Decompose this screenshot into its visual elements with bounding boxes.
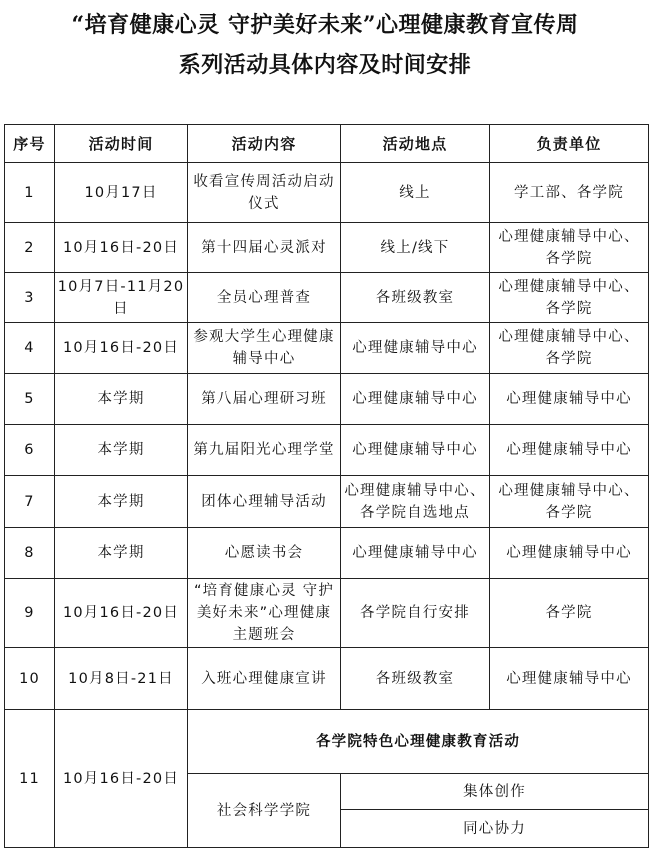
cell-location: 心理健康辅导中心 — [341, 425, 490, 476]
header-location: 活动地点 — [341, 125, 490, 163]
document-title-line-1: “培育健康心灵 守护美好未来”心理健康教育宣传周 — [71, 12, 579, 38]
table-row — [5, 223, 649, 273]
cell-number: 8 — [5, 528, 55, 579]
table-row — [5, 323, 649, 374]
cell-activity: 同心协力 — [341, 810, 649, 848]
cell-location: 各班级教室 — [341, 648, 490, 710]
header-content: 活动内容 — [188, 125, 341, 163]
cell-unit: 心理健康辅导中心、各学院 — [490, 476, 649, 528]
cell-college: 社会科学学院 — [188, 774, 341, 848]
cell-location: 心理健康辅导中心 — [341, 528, 490, 579]
cell-number: 4 — [5, 323, 55, 374]
cell-unit: 心理健康辅导中心、各学院 — [490, 223, 649, 273]
cell-time: 本学期 — [55, 476, 188, 528]
cell-time: 10月7日-11月20日 — [55, 273, 188, 323]
cell-content: 第十四届心灵派对 — [188, 223, 341, 273]
cell-unit: 心理健康辅导中心 — [490, 374, 649, 425]
cell-unit: 心理健康辅导中心 — [490, 648, 649, 710]
table-row — [5, 648, 649, 710]
cell-number: 1 — [5, 163, 55, 223]
schedule-table — [4, 124, 649, 848]
table-row — [5, 425, 649, 476]
cell-content: 入班心理健康宣讲 — [188, 648, 341, 710]
table-row — [5, 476, 649, 528]
cell-content: 收看宣传周活动启动仪式 — [188, 163, 341, 223]
cell-activity: 集体创作 — [341, 774, 649, 810]
table-row — [5, 579, 649, 648]
cell-content: 团体心理辅导活动 — [188, 476, 341, 528]
document-title-line-2: 系列活动具体内容及时间安排 — [178, 52, 472, 78]
cell-content: 第八届心理研习班 — [188, 374, 341, 425]
cell-time: 10月16日-20日 — [55, 323, 188, 374]
cell-number: 2 — [5, 223, 55, 273]
cell-number: 5 — [5, 374, 55, 425]
cell-time: 本学期 — [55, 425, 188, 476]
special-activities-heading: 各学院特色心理健康教育活动 — [188, 710, 649, 774]
cell-time: 10月16日-20日 — [55, 579, 188, 648]
cell-time: 10月16日-20日 — [55, 710, 188, 848]
table-row — [5, 163, 649, 223]
header-number: 序号 — [5, 125, 55, 163]
cell-number: 7 — [5, 476, 55, 528]
cell-location: 线上 — [341, 163, 490, 223]
cell-content: “培育健康心灵 守护美好未来”心理健康主题班会 — [188, 579, 341, 648]
cell-location: 各班级教室 — [341, 273, 490, 323]
table-row-11 — [5, 710, 649, 774]
cell-location: 心理健康辅导中心 — [341, 323, 490, 374]
table-row — [5, 273, 649, 323]
cell-time: 本学期 — [55, 528, 188, 579]
cell-content: 心愿读书会 — [188, 528, 341, 579]
cell-unit: 心理健康辅导中心、各学院 — [490, 273, 649, 323]
cell-unit: 学工部、各学院 — [490, 163, 649, 223]
cell-unit: 心理健康辅导中心 — [490, 528, 649, 579]
cell-unit: 各学院 — [490, 579, 649, 648]
cell-number: 9 — [5, 579, 55, 648]
cell-unit: 心理健康辅导中心、各学院 — [490, 323, 649, 374]
cell-time: 10月17日 — [55, 163, 188, 223]
header-unit: 负责单位 — [490, 125, 649, 163]
cell-time: 10月8日-21日 — [55, 648, 188, 710]
cell-location: 心理健康辅导中心、各学院自选地点 — [341, 476, 490, 528]
cell-number: 6 — [5, 425, 55, 476]
cell-number: 3 — [5, 273, 55, 323]
header-time: 活动时间 — [55, 125, 188, 163]
cell-content: 参观大学生心理健康辅导中心 — [188, 323, 341, 374]
cell-location: 线上/线下 — [341, 223, 490, 273]
table-row — [5, 374, 649, 425]
cell-content: 全员心理普查 — [188, 273, 341, 323]
table-header-row — [5, 125, 649, 163]
cell-time: 本学期 — [55, 374, 188, 425]
cell-time: 10月16日-20日 — [55, 223, 188, 273]
cell-content: 第九届阳光心理学堂 — [188, 425, 341, 476]
cell-location: 心理健康辅导中心 — [341, 374, 490, 425]
cell-unit: 心理健康辅导中心 — [490, 425, 649, 476]
table-row — [5, 528, 649, 579]
cell-number: 10 — [5, 648, 55, 710]
cell-number: 11 — [5, 710, 55, 848]
cell-location: 各学院自行安排 — [341, 579, 490, 648]
